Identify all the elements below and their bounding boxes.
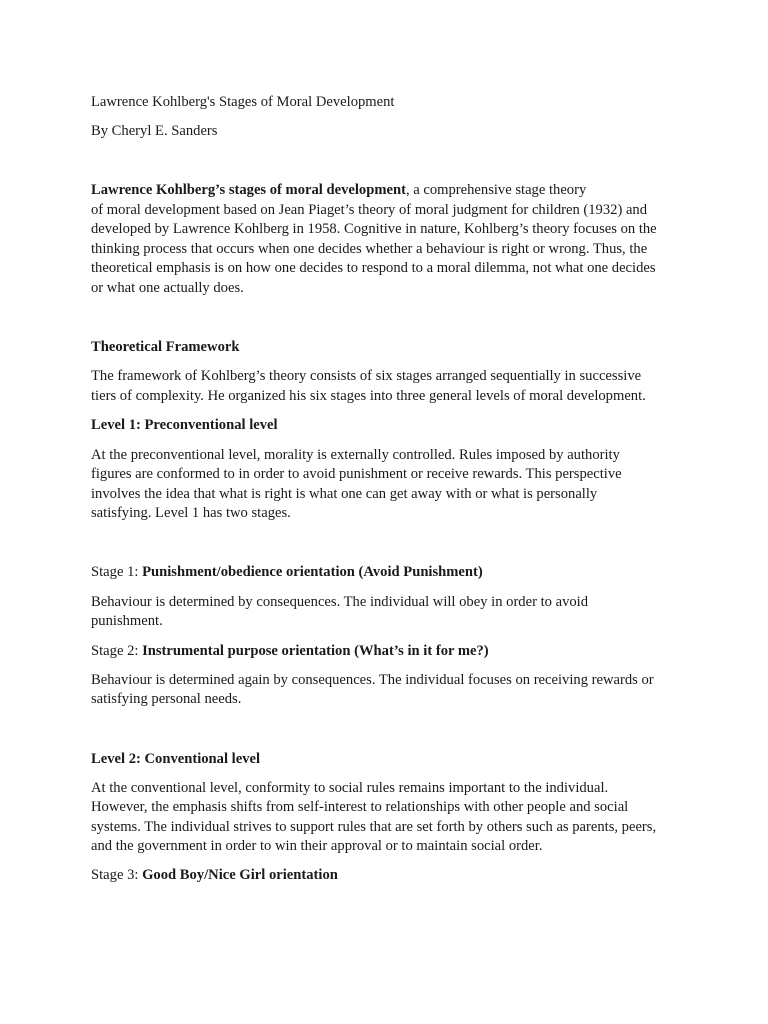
document-byline: By Cheryl E. Sanders xyxy=(91,123,218,139)
intro-line: thinking process that occurs when one decides whether a behaviour is right or wrong. Thus, the xyxy=(91,241,648,257)
stage1-prefix: Stage 1: xyxy=(91,564,143,580)
stage3-heading xyxy=(91,866,691,886)
framework-heading: Theoretical Framework xyxy=(91,339,240,355)
intro-lead-term: Lawrence Kohlberg’s stages of moral development xyxy=(91,182,406,198)
stage2-prefix: Stage 2: xyxy=(91,643,143,659)
framework-line: tiers of complexity. He organized his six stages into three general levels of moral development. xyxy=(91,388,646,404)
intro-line xyxy=(91,181,691,201)
level2-line: and the government in order to win their approval or to maintain social order. xyxy=(91,838,543,854)
intro-line-rest: , a comprehensive stage theory xyxy=(405,182,587,198)
level2-line: At the conventional level, conformity to social rules remains important to the individual. xyxy=(91,780,609,796)
stage1-line: Behaviour is determined by consequences. The individual will obey in order to avoid xyxy=(91,594,589,610)
intro-line: of moral development based on Jean Piaget’s theory of moral judgment for children (1932) and xyxy=(91,202,648,218)
stage2-line: satisfying personal needs. xyxy=(91,691,242,707)
level1-line: satisfying. Level 1 has two stages. xyxy=(91,505,291,521)
document-title: Lawrence Kohlberg's Stages of Moral Development xyxy=(91,94,395,110)
intro-line: theoretical emphasis is on how one decides to respond to a moral dilemma, not what one decides xyxy=(91,260,656,276)
level1-heading: Level 1: Preconventional level xyxy=(91,417,278,433)
intro-line: developed by Lawrence Kohlberg in 1958. Cognitive in nature, Kohlberg’s theory focuses on the xyxy=(91,221,657,237)
stage2-heading xyxy=(91,642,691,662)
intro-line: or what one actually does. xyxy=(91,280,244,296)
level2-heading: Level 2: Conventional level xyxy=(91,751,261,767)
stage3-title: Good Boy/Nice Girl orientation xyxy=(142,867,338,883)
level1-line: figures are conformed to in order to avoid punishment or receive rewards. This perspective xyxy=(91,466,622,482)
level2-line: systems. The individual strives to support rules that are set forth by others such as parents, peers, xyxy=(91,819,657,835)
stage1-title: Punishment/obedience orientation (Avoid Punishment) xyxy=(142,564,483,580)
stage2-title: Instrumental purpose orientation (What’s in it for me?) xyxy=(142,643,489,659)
stage1-heading xyxy=(91,563,691,583)
stage1-line: punishment. xyxy=(91,613,163,629)
level2-line: However, the emphasis shifts from self-interest to relationships with other people and social xyxy=(91,799,629,815)
framework-line: The framework of Kohlberg’s theory consists of six stages arranged sequentially in successive xyxy=(91,368,642,384)
level1-line: At the preconventional level, morality is externally controlled. Rules imposed by authority xyxy=(91,447,620,463)
stage3-prefix: Stage 3: xyxy=(91,867,143,883)
stage2-line: Behaviour is determined again by consequences. The individual focuses on receiving rewards or xyxy=(91,672,654,688)
level1-line: involves the idea that what is right is what one can get away with or what is personally xyxy=(91,486,598,502)
